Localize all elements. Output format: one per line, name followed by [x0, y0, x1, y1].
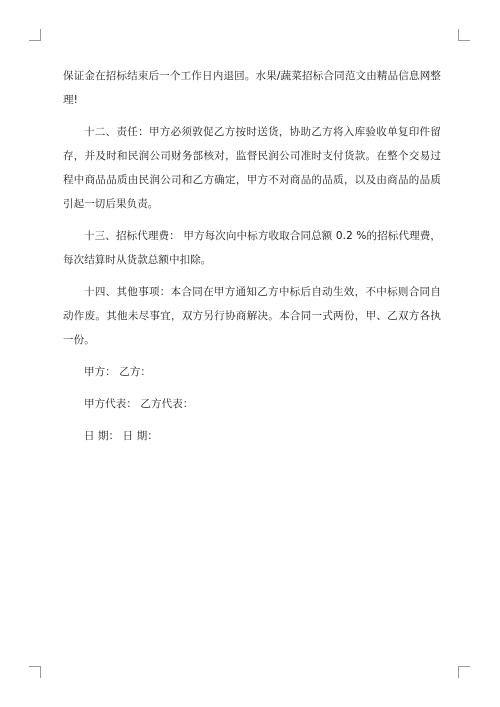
crop-mark-bottom-left	[29, 666, 41, 678]
crop-mark-top-right	[458, 29, 470, 41]
signature-dates-line: 日 期： 日 期：	[84, 430, 158, 442]
paragraph-agency-fee: 十三、招标代理费： 甲方每次向中标方收取合同总额 0.2 %的招标代理费，每次结算时从货款总额中扣除。	[63, 230, 441, 266]
crop-mark-bottom-right	[458, 666, 470, 678]
signature-parties-line: 甲方： 乙方：	[84, 366, 152, 378]
paragraph-other-matters: 十四、其他事项：本合同在甲方通知乙方中标后自动生效，不中标则合同自动作废。其他未尽事宜，双方另行协商解决。本合同一式两份，甲、乙双方各执一份。	[63, 286, 441, 346]
crop-mark-top-left	[29, 29, 41, 41]
signature-representatives-line: 甲方代表： 乙方代表：	[84, 398, 194, 410]
paragraph-responsibility: 十二、责任：甲方必须敦促乙方按时送货，协助乙方将入库验收单复印件留存，并及时和民润公司财务部核对，监督民润公司准时支付货款。在整个交易过程中商品品质由民润公司和乙方确定，甲方不对商品的品质，以及由商品的品质引起一切后果负责。	[63, 126, 441, 210]
paragraph-deposit-return: 保证金在招标结束后一个工作日内退回。水果/蔬菜招标合同范文由精品信息网整理!	[63, 70, 441, 106]
document-body	[63, 64, 441, 448]
